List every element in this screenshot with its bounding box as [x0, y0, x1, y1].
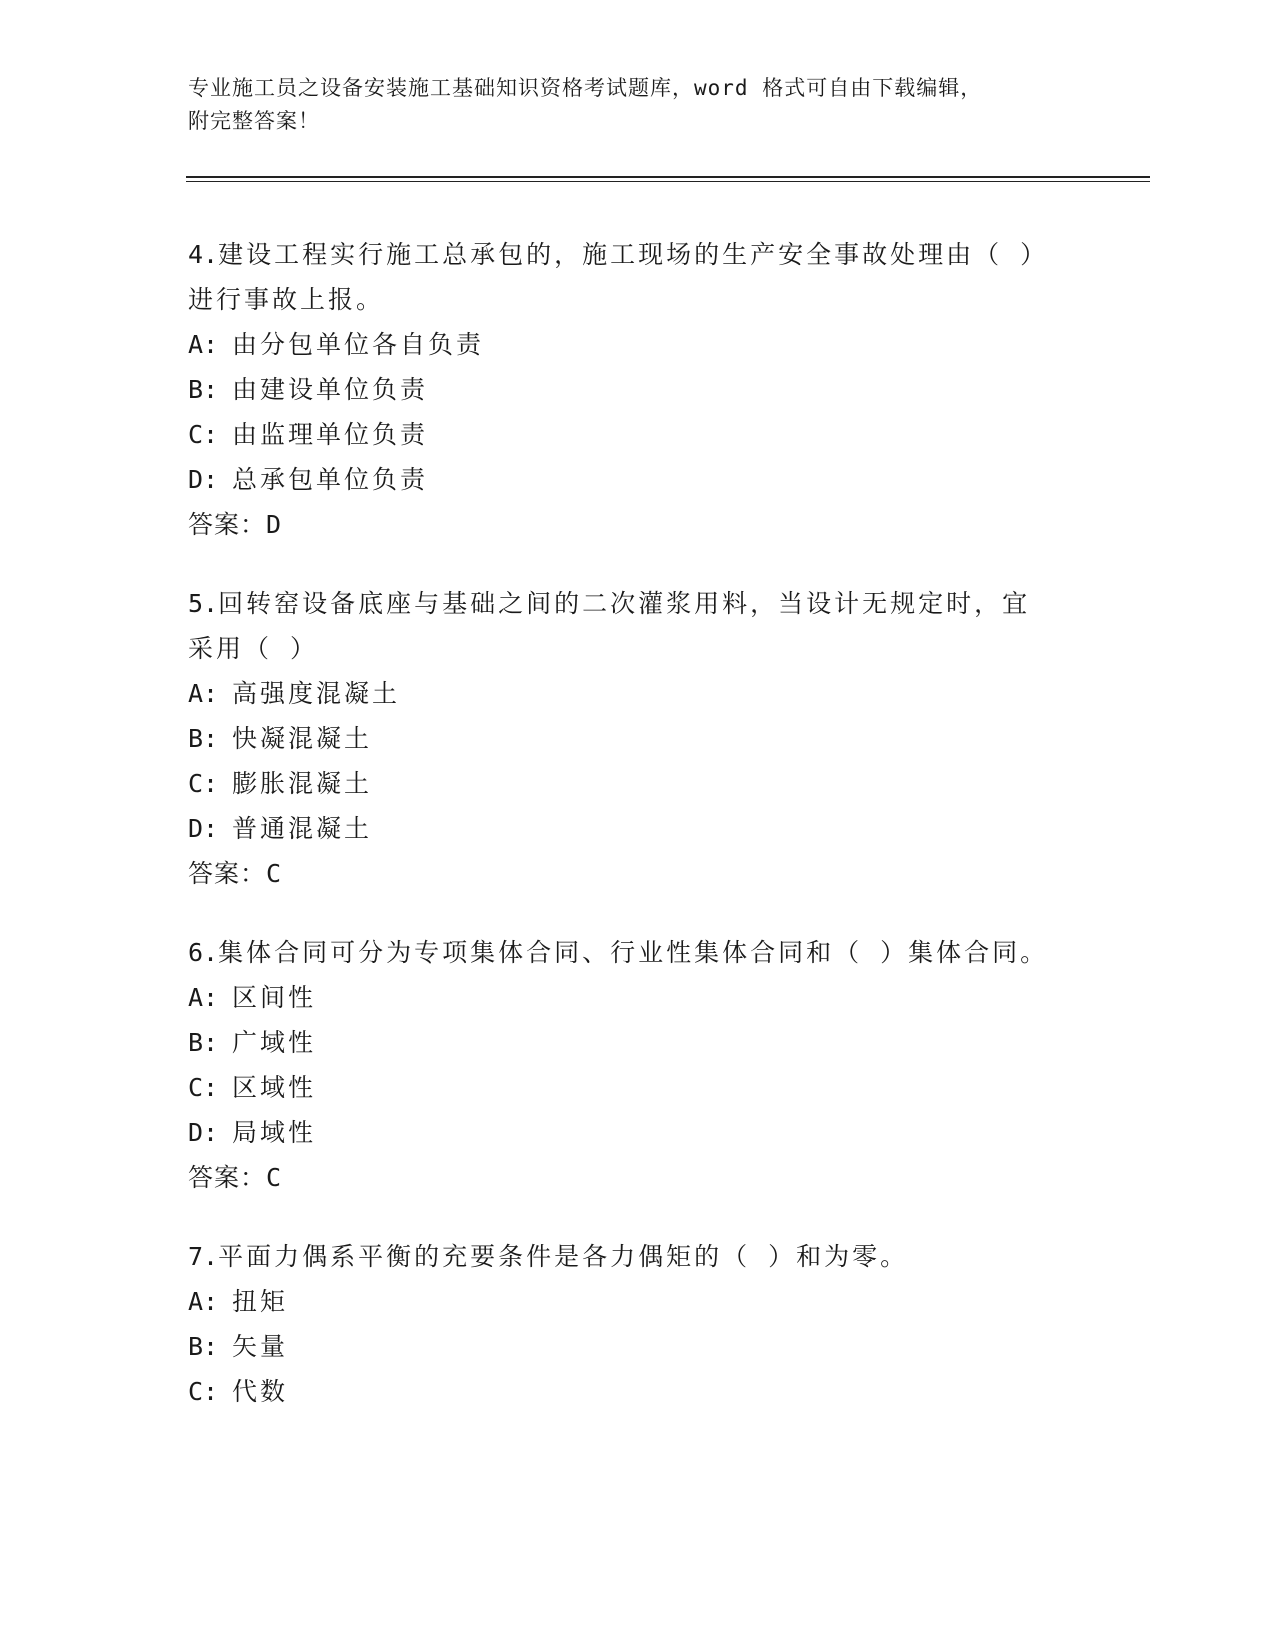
question-stem: [188, 581, 1088, 626]
header-divider-top: [186, 176, 1150, 178]
question-7: [188, 1234, 1088, 1414]
header-line-2: 附完整答案！: [188, 109, 320, 133]
option-text: 总承包单位负责: [232, 465, 429, 494]
option-text: 高强度混凝土: [232, 679, 401, 708]
question-list: [188, 232, 1088, 1448]
option-a: [188, 1279, 1088, 1324]
question-number: 7.: [188, 1242, 219, 1271]
option-key: A:: [188, 330, 219, 359]
question-number: 4.: [188, 240, 219, 269]
question-stem-line-1: 建设工程实行施工总承包的，施工现场的生产安全事故处理由（ ）: [218, 240, 1049, 269]
answer-label: 答案：: [188, 859, 267, 888]
option-c: [188, 761, 1088, 806]
option-text: 矢量: [232, 1332, 289, 1361]
option-key: C:: [188, 1377, 219, 1406]
option-b: [188, 1020, 1088, 1065]
question-stem-line-2: 进行事故上报。: [188, 285, 385, 314]
option-key: B:: [188, 1332, 219, 1361]
option-b: [188, 1324, 1088, 1369]
header-divider-bottom: [186, 181, 1150, 182]
answer-label: 答案：: [188, 510, 267, 539]
option-c: [188, 412, 1088, 457]
answer-value: D: [266, 510, 283, 539]
option-a: [188, 671, 1088, 716]
option-text: 区间性: [232, 983, 317, 1012]
option-text: 由监理单位负责: [232, 420, 429, 449]
answer-line: [188, 1155, 1088, 1200]
question-stem-line-1: 平面力偶系平衡的充要条件是各力偶矩的（ ）和为零。: [218, 1242, 909, 1271]
question-stem-line-1: 回转窑设备底座与基础之间的二次灌浆用料，当设计无规定时，宜: [218, 589, 1031, 618]
option-key: C:: [188, 420, 219, 449]
answer-line: [188, 502, 1088, 547]
option-key: B:: [188, 375, 219, 404]
option-key: A:: [188, 679, 219, 708]
option-d: [188, 1110, 1088, 1155]
option-a: [188, 975, 1088, 1020]
answer-line: [188, 851, 1088, 896]
option-text: 普通混凝土: [232, 814, 373, 843]
header-line-1: 专业施工员之设备安装施工基础知识资格考试题库，word 格式可自由下载编辑，: [188, 76, 983, 100]
question-5: [188, 581, 1088, 896]
option-a: [188, 322, 1088, 367]
option-text: 扭矩: [232, 1287, 289, 1316]
option-text: 区域性: [232, 1073, 317, 1102]
answer-label: 答案：: [188, 1163, 267, 1192]
answer-value: C: [266, 1163, 283, 1192]
option-key: C:: [188, 769, 219, 798]
option-key: A:: [188, 1287, 219, 1316]
option-d: [188, 457, 1088, 502]
option-key: D:: [188, 1118, 219, 1147]
option-key: B:: [188, 724, 219, 753]
answer-value: C: [266, 859, 283, 888]
question-stem: [188, 232, 1088, 277]
option-text: 局域性: [232, 1118, 317, 1147]
option-text: 由建设单位负责: [232, 375, 429, 404]
option-c: [188, 1065, 1088, 1110]
question-number: 6.: [188, 938, 219, 967]
option-text: 由分包单位各自负责: [232, 330, 485, 359]
question-stem-line-1: 集体合同可分为专项集体合同、行业性集体合同和（ ）集体合同。: [218, 938, 1049, 967]
option-b: [188, 716, 1088, 761]
option-c: [188, 1369, 1088, 1414]
question-4: [188, 232, 1088, 547]
option-b: [188, 367, 1088, 412]
option-key: C:: [188, 1073, 219, 1102]
option-key: D:: [188, 814, 219, 843]
option-text: 快凝混凝土: [232, 724, 373, 753]
question-stem: [188, 1234, 1088, 1279]
question-stem-line-2: 采用（ ）: [188, 634, 319, 663]
question-6: [188, 930, 1088, 1200]
option-key: D:: [188, 465, 219, 494]
option-key: B:: [188, 1028, 219, 1057]
option-text: 广域性: [232, 1028, 317, 1057]
option-d: [188, 806, 1088, 851]
question-stem: [188, 930, 1088, 975]
option-text: 代数: [232, 1377, 289, 1406]
question-number: 5.: [188, 589, 219, 618]
option-text: 膨胀混凝土: [232, 769, 373, 798]
option-key: A:: [188, 983, 219, 1012]
document-header: [188, 72, 1068, 138]
